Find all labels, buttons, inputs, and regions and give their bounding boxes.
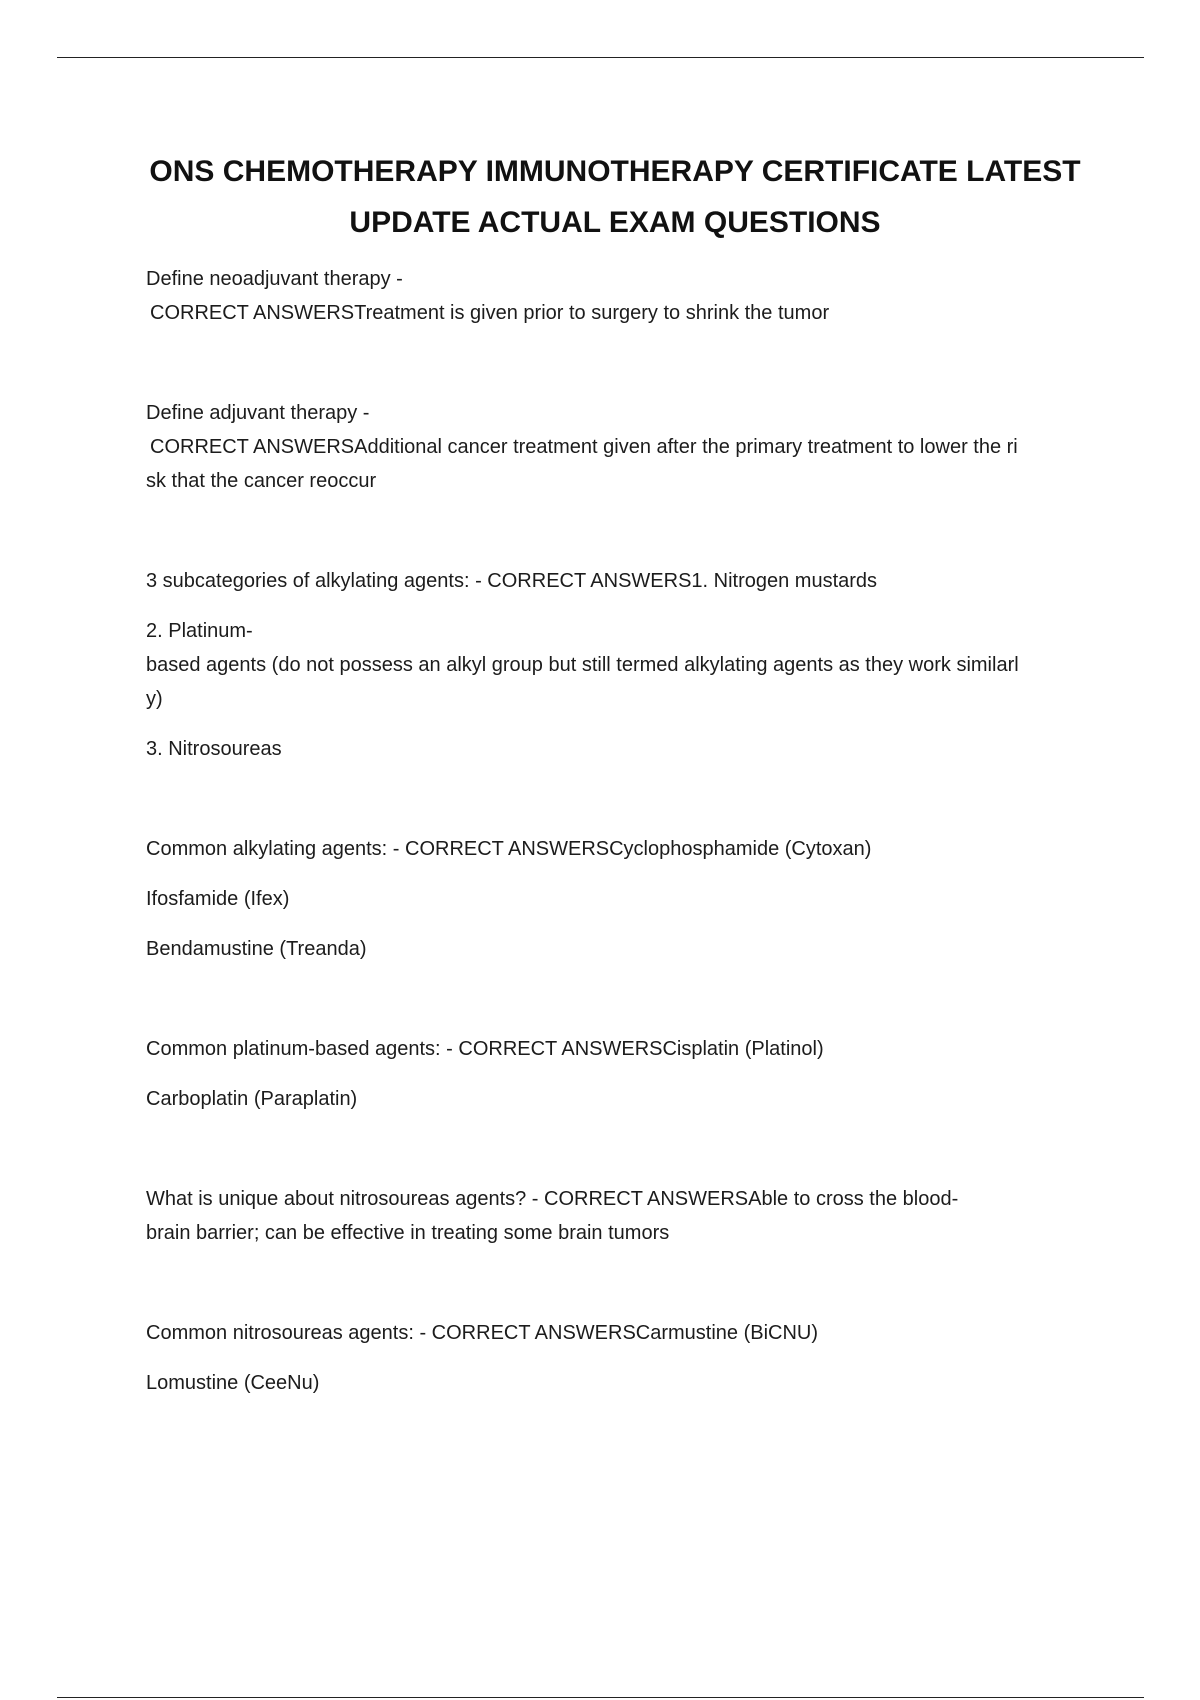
answer-line: CORRECT ANSWERSAdditional cancer treatment given after the primary treatment to lower the ri — [150, 436, 1018, 458]
answer-line: based agents (do not possess an alkyl group but still termed alkylating agents as they work similarl — [146, 654, 1019, 676]
question-line: Common platinum-based agents: - CORRECT ANSWERSCisplatin (Platinol) — [146, 1038, 824, 1060]
answer-line: Lomustine (CeeNu) — [146, 1372, 320, 1394]
answer-line: Ifosfamide (Ifex) — [146, 888, 290, 910]
qa-nitrosoureas-unique — [146, 1182, 1096, 1250]
answer-line: CORRECT ANSWERSTreatment is given prior to surgery to shrink the tumor — [150, 302, 830, 324]
spacer — [146, 1250, 1096, 1316]
qa-neoadjuvant — [146, 262, 1096, 330]
title-line-1: ONS CHEMOTHERAPY IMMUNOTHERAPY CERTIFICATE LATEST — [149, 155, 1081, 188]
qa-common-nitrosoureas — [146, 1316, 1096, 1400]
qa-common-alkylating — [146, 832, 1096, 966]
spacer — [146, 498, 1096, 564]
spacer — [146, 330, 1096, 396]
qa-list — [146, 262, 1096, 1400]
answer-line: 3. Nitrosoureas — [146, 738, 282, 760]
header-rule — [57, 57, 1144, 58]
footer-rule — [57, 1697, 1144, 1698]
qa-adjuvant — [146, 396, 1096, 498]
spacer — [146, 766, 1096, 832]
question-line: What is unique about nitrosoureas agents? - CORRECT ANSWERSAble to cross the blood- — [146, 1188, 959, 1210]
answer-line: sk that the cancer reoccur — [146, 470, 377, 492]
spacer — [146, 1116, 1096, 1182]
qa-alkylating-subcategories — [146, 564, 1096, 766]
answer-line: brain barrier; can be effective in treating some brain tumors — [146, 1222, 670, 1244]
answer-line: Bendamustine (Treanda) — [146, 938, 367, 960]
answer-line: Carboplatin (Paraplatin) — [146, 1088, 358, 1110]
question-line: Define adjuvant therapy - — [146, 402, 370, 424]
answer-line: y) — [146, 688, 163, 710]
spacer — [146, 966, 1096, 1032]
qa-common-platinum — [146, 1032, 1096, 1116]
question-line: 3 subcategories of alkylating agents: - CORRECT ANSWERS1. Nitrogen mustards — [146, 570, 878, 592]
answer-line: 2. Platinum- — [146, 620, 253, 642]
document-title — [0, 146, 1200, 248]
title-line-2: UPDATE ACTUAL EXAM QUESTIONS — [349, 206, 881, 239]
question-line: Common alkylating agents: - CORRECT ANSWERSCyclophosphamide (Cytoxan) — [146, 838, 872, 860]
question-line: Define neoadjuvant therapy - — [146, 268, 403, 290]
question-line: Common nitrosoureas agents: - CORRECT ANSWERSCarmustine (BiCNU) — [146, 1322, 819, 1344]
